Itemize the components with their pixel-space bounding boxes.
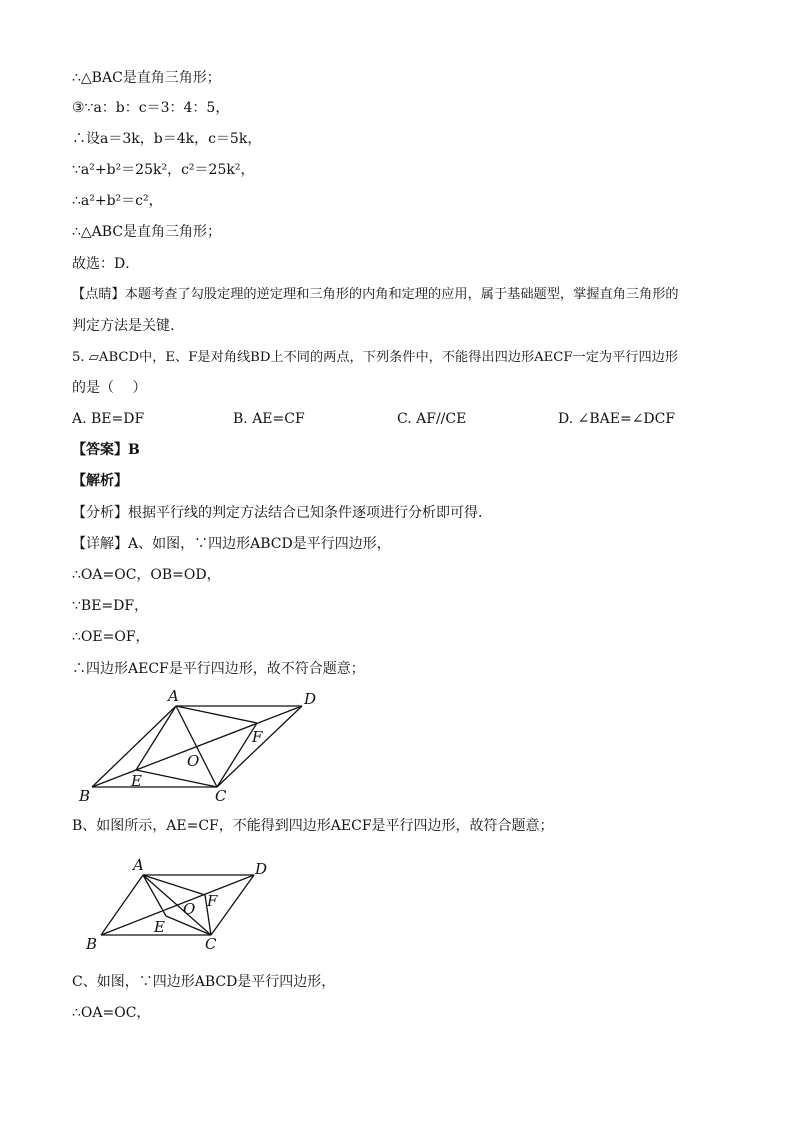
text-line: ∵a²+b²＝25k²，c²＝25k²， <box>72 162 255 178</box>
text-line: 故选：D． <box>72 256 140 272</box>
text-line: 【分析】根据平行线的判定方法结合已知条件逐项进行分析即可得. <box>72 505 483 521</box>
analysis-label: 【解析】 <box>72 473 128 489</box>
label-b: B <box>79 787 91 805</box>
side-ab <box>101 875 143 935</box>
text-line: ∴OA=OC， <box>72 1005 151 1021</box>
text-line: ∴OA=OC，OB=OD， <box>72 567 221 583</box>
text-line: B、如图所示，AE=CF，不能得到四边形AECF是平行四边形，故符合题意； <box>72 818 554 834</box>
text-line: ∴△ABC是直角三角形； <box>72 224 222 240</box>
option-d: D. ∠BAE=∠DCF <box>558 411 676 427</box>
text-line: ∴设a＝3k，b＝4k，c＝5k， <box>72 131 262 147</box>
label-c: C <box>215 787 227 805</box>
note-paragraph: 【点睛】本题考查了勾股定理的逆定理和三角形的内角和定理的应用，属于基础题型，掌握直角三角形的 <box>72 287 679 302</box>
question-stem-continued: 的是（ ） <box>72 380 147 396</box>
label-e: E <box>131 772 142 790</box>
option-b: B. AE=CF <box>233 411 305 427</box>
label-e: E <box>154 918 165 936</box>
text-line: ∴△BAC是直角三角形； <box>72 70 221 86</box>
label-c: C <box>205 935 217 953</box>
answer-label: 【答案】B <box>72 442 140 458</box>
option-a: A. BE=DF <box>72 411 145 427</box>
text-line: ∴a²+b²＝c²， <box>72 193 163 209</box>
label-a: A <box>168 687 179 705</box>
text-line: C、如图，∵四边形ABCD是平行四边形， <box>72 974 336 990</box>
text-line: ∴四边形AECF是平行四边形，故不符合题意； <box>72 661 365 677</box>
question-stem: 5. ▱ABCD中，E、F是对角线BD上不同的两点，下列条件中，不能得出四边形AECF一定为平行四边形 <box>72 350 679 365</box>
text-line: 【详解】A、如图，∵四边形ABCD是平行四边形， <box>72 536 391 552</box>
segment-ec <box>166 916 211 935</box>
text-line: 判定方法是关键. <box>72 318 175 334</box>
text-line: ∵BE=DF， <box>72 598 149 614</box>
label-b: B <box>86 935 98 953</box>
label-d: D <box>255 860 268 878</box>
label-f: F <box>207 892 218 910</box>
label-a: A <box>133 856 144 874</box>
label-o: O <box>183 900 196 918</box>
text-line: ∴OE=OF， <box>72 629 150 645</box>
label-d: D <box>304 690 317 708</box>
label-o: O <box>187 752 200 770</box>
text-line: ③∵a：b：c＝3：4：5， <box>72 100 230 116</box>
option-c: C. AF//CE <box>397 411 467 427</box>
label-f: F <box>252 728 263 746</box>
